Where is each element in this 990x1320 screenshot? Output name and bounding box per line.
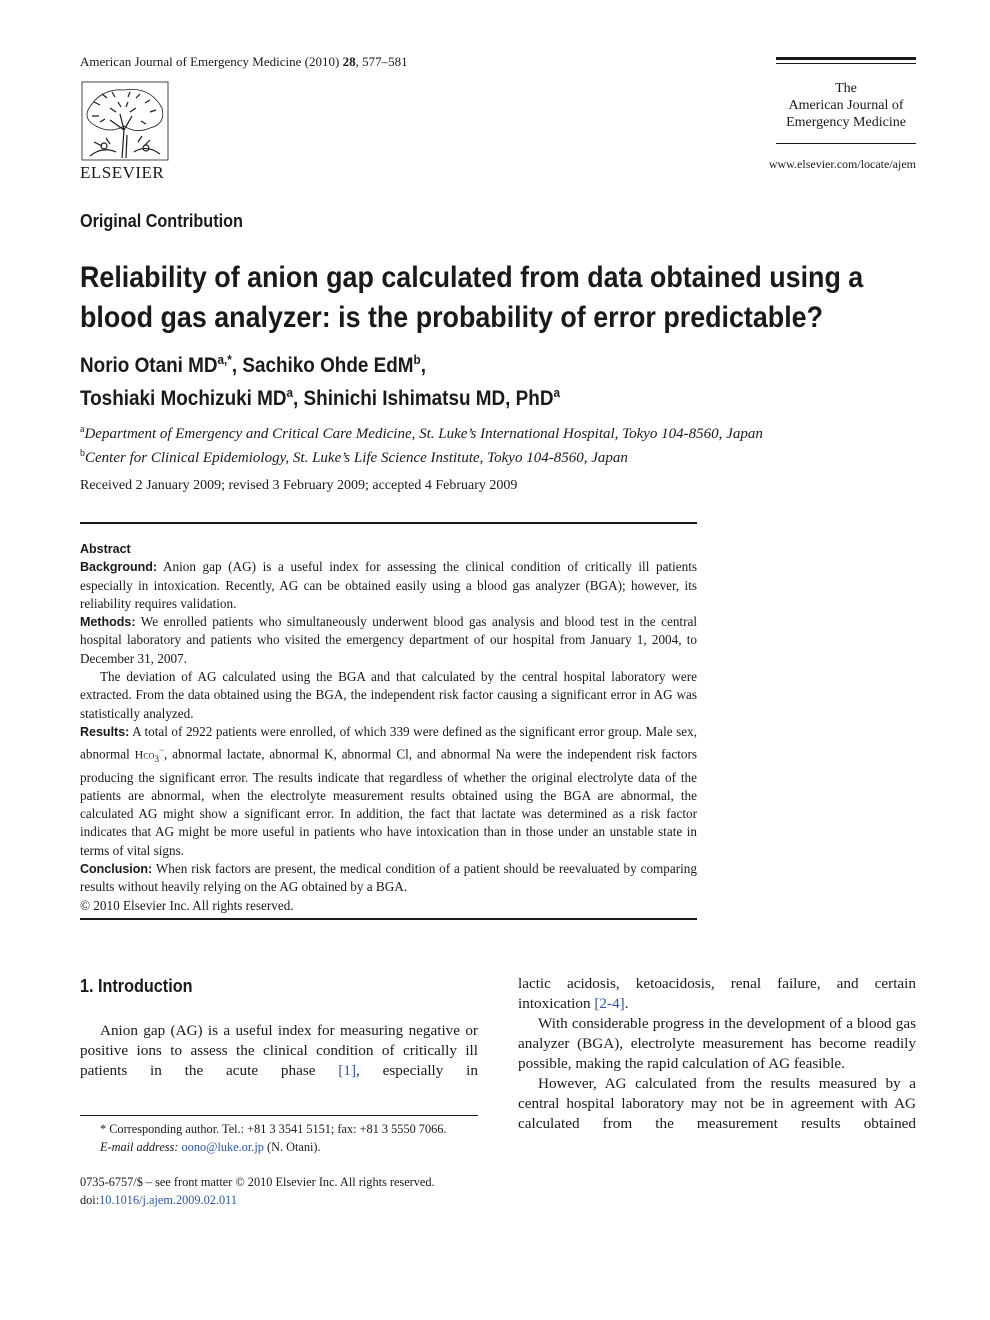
section-heading-introduction: 1. Introduction	[80, 976, 193, 996]
author-affiliation-marker[interactable]: b	[413, 352, 421, 367]
abstract-methods: Methods: We enrolled patients who simultaneously underwent blood gas analysis and blood test in the central hospital laboratory and patients who visited the emergency department of our hospital from January 1, 2004, to December 31, 2007.	[80, 614, 697, 666]
author-affiliation-marker[interactable]: a,*	[217, 352, 232, 367]
author-name: Toshiaki Mochizuki MD	[80, 387, 287, 410]
author-name: Sachiko Ohde EdM	[242, 354, 414, 377]
right-column	[518, 974, 916, 1134]
publisher-name: ELSEVIER	[80, 163, 165, 182]
doi-link[interactable]: 10.1016/j.ajem.2009.02.011	[99, 1193, 238, 1207]
citation-link[interactable]: [1]	[338, 1062, 357, 1079]
abstract-methods-continued: The deviation of AG calculated using the BGA and that calculated by the central hospital laboratory were extracted. From the data obtained using the BGA, the independent risk factor causing a significant error in AG was statistically analyzed.	[80, 669, 697, 721]
author-affiliation-marker[interactable]: a	[286, 385, 294, 400]
journal-masthead	[776, 57, 916, 144]
affiliation-item: $^a$Department of Emergency and Critical Care Medicine, St. Luke’s International Hospital, Tokyo 104-8560, Japan	[80, 424, 763, 442]
body-paragraph: lactic acidosis, ketoacidosis, renal failure, and certain intoxication [2-4].	[518, 975, 916, 1012]
body-paragraph: Anion gap (AG) is a useful index for measuring negative or positive ions to assess the clinical condition of critically ill patients in the acute phase [1], especially in	[80, 1022, 478, 1079]
body-paragraph: However, AG calculated from the results measured by a central hospital laboratory may not be in agreement with AG calculated from the measurement results obtained	[518, 1075, 916, 1132]
author-name: Norio Otani MD	[80, 354, 218, 377]
corresponding-author-footnote: * Corresponding author. Tel.: +81 3 3541 5151; fax: +81 3 5550 7066. E-mail address: oono@luke.or.jp (N. Otani).	[100, 1122, 447, 1154]
author-list: Norio Otani $MD^{a,*}$, Sachiko Ohde EdM$^b$, Toshiaki Mochizuki $MD^a$, Shinichi Ishimatsu MD, PhD$^a$	[80, 352, 560, 410]
affiliation-item: $^b$Center for Clinical Epidemiology, St. Luke’s Life Science Institute, Tokyo 104-8560, Japan	[80, 448, 628, 466]
author-name: Shinichi Ishimatsu MD, PhD	[303, 387, 554, 410]
masthead-rule	[776, 143, 916, 144]
abstract-background: Background: Anion gap (AG) is a useful index for assessing the clinical condition of critically ill patients especially in intoxication. Recently, AG can be obtained easily using a blood gas analyzer (BGA); however, its reliability requires validation.	[80, 559, 697, 611]
article-title: Reliability of anion gap calculated from data obtained using a blood gas analyzer: is the probability of error predictable?	[80, 261, 864, 334]
journal-title: The American Journal of Emergency Medicine	[786, 81, 906, 130]
left-column	[80, 1021, 478, 1081]
article-type: Original Contribution	[80, 211, 243, 231]
masthead-rule	[776, 63, 916, 64]
abstract-rule	[80, 918, 697, 920]
journal-url[interactable]: www.elsevier.com/locate/ajem	[768, 157, 916, 171]
abstract-results: Results: A total of 2922 patients were enrolled, of which 339 were defined as the significant error group. Male sex, abnormal Hco$_3$−, abnormal lactate, abnormal K, abnormal Cl, and abnormal Na were the independent risk factors producing the significant error. The results indicate that regardless of whether the original electrolyte data of the patients are abnormal, when the electrolyte measurement results obtained using the BGA are abnormal, the calculated AG might show a significant error. In addition, the fact that lactate was determined as a risk factor indicates that AG might be more useful in patients who have intoxication than in those under an unstable state in terms of vital signs.	[80, 723, 697, 858]
body-paragraph: With considerable progress in the development of a blood gas analyzer (BGA), electrolyte measurement has become readily possible, making the rapid calculation of AG feasible.	[518, 1015, 916, 1072]
email-link[interactable]: oono@luke.or.jp	[181, 1140, 264, 1154]
abstract-heading: Abstract	[80, 542, 131, 556]
masthead-rule	[776, 57, 916, 60]
abstract	[80, 540, 697, 915]
front-matter: 0735-6757/$ – see front matter © 2010 Elsevier Inc. All rights reserved. doi:10.1016/j.ajem.2009.02.011	[80, 1175, 435, 1207]
abstract-conclusion: Conclusion: When risk factors are present, the medical condition of a patient should be reevaluated by comparing results without heavily relying on the AG obtained by a BGA.	[80, 861, 697, 895]
received-dates: Received 2 January 2009; revised 3 February 2009; accepted 4 February 2009	[80, 478, 518, 493]
abstract-copyright: © 2010 Elsevier Inc. All rights reserved.	[80, 897, 294, 913]
footnote-rule	[80, 1115, 478, 1116]
journal-citation: American Journal of Emergency Medicine (2010) 28, 577–581	[80, 54, 408, 69]
affiliations	[80, 420, 920, 468]
abstract-rule	[80, 522, 697, 524]
author-affiliation-marker[interactable]: a	[553, 385, 560, 400]
citation-link[interactable]: [2-4]	[594, 995, 625, 1012]
